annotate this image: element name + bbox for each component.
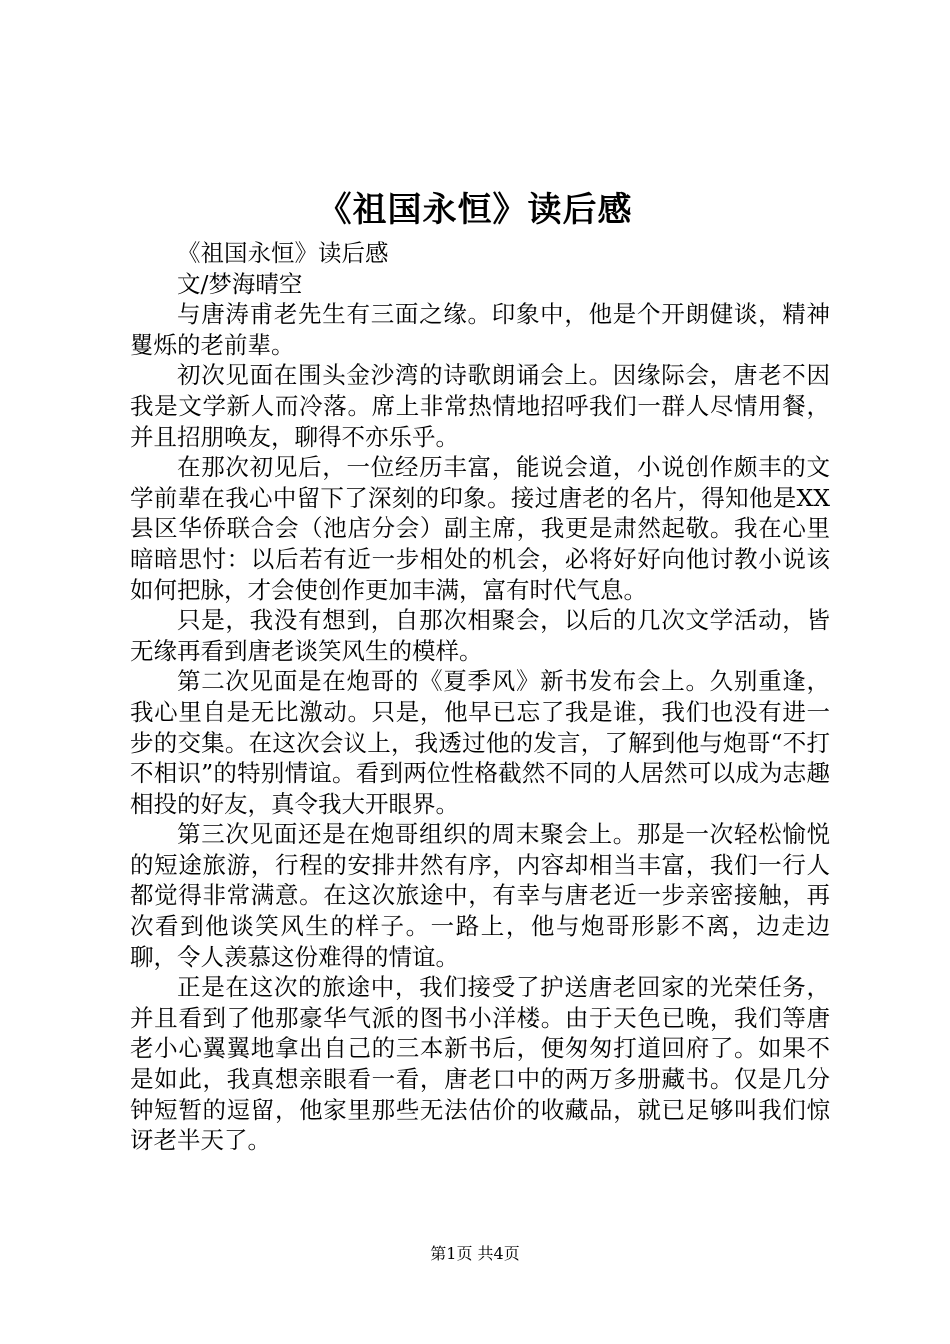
- page-footer: 第1页 共4页: [430, 1244, 520, 1263]
- paragraph: 只是，我没有想到，自那次相聚会，以后的几次文学活动，皆无缘再看到唐老谈笑风生的模样。: [130, 606, 830, 665]
- paragraph: 正是在这次的旅途中，我们接受了护送唐老回家的光荣任务，并且看到了他那豪华气派的图书小洋楼。由于天色已晚，我们等唐老小心翼翼地拿出自己的三本新书后，便匆匆打道回府了。如果不是如此，我真想亲眼看一看，唐老口中的两万多册藏书。仅是几分钟短暂的逗留，他家里那些无法估价的收藏品，就已足够叫我们惊讶老半天了。: [130, 973, 830, 1155]
- document-body: [130, 238, 830, 1156]
- document-title: 《祖国永恒》读后感: [317, 190, 633, 230]
- paragraph: 第二次见面是在炮哥的《夏季风》新书发布会上。久别重逢，我心里自是无比激动。只是，他早已忘了我是谁，我们也没有进一步的交集。在这次会议上，我透过他的发言，了解到他与炮哥“不打不相识”的特别情谊。看到两位性格截然不同的人居然可以成为志趣相投的好友，真令我大开眼界。: [130, 667, 830, 818]
- paragraph: 初次见面在围头金沙湾的诗歌朗诵会上。因缘际会，唐老不因我是文学新人而冷落。席上非常热情地招呼我们一群人尽情用餐，并且招朋唤友，聊得不亦乐乎。: [130, 361, 830, 451]
- paragraph: 在那次初见后，一位经历丰富，能说会道，小说创作颇丰的文学前辈在我心中留下了深刻的印象。接过唐老的名片，得知他是XX县区华侨联合会（池店分会）副主席，我更是肃然起敬。我在心里暗暗思忖：以后若有近一步相处的机会，必将好好向他讨教小说该如何把脉，才会使创作更加丰满，富有时代气息。: [130, 453, 830, 604]
- paragraph: 与唐涛甫老先生有三面之缘。印象中，他是个开朗健谈，精神矍烁的老前辈。: [130, 300, 830, 359]
- paragraph-author: 文/梦海晴空: [177, 269, 303, 298]
- paragraph-heading: 《祖国永恒》读后感: [177, 239, 389, 267]
- paragraph: 第三次见面还是在炮哥组织的周末聚会上。那是一次轻松愉悦的短途旅游，行程的安排井然有序，内容却相当丰富，我们一行人都觉得非常满意。在这次旅途中，有幸与唐老近一步亲密接触，再次看到他谈笑风生的样子。一路上，他与炮哥形影不离，边走边聊，令人羡慕这份难得的情谊。: [130, 820, 830, 971]
